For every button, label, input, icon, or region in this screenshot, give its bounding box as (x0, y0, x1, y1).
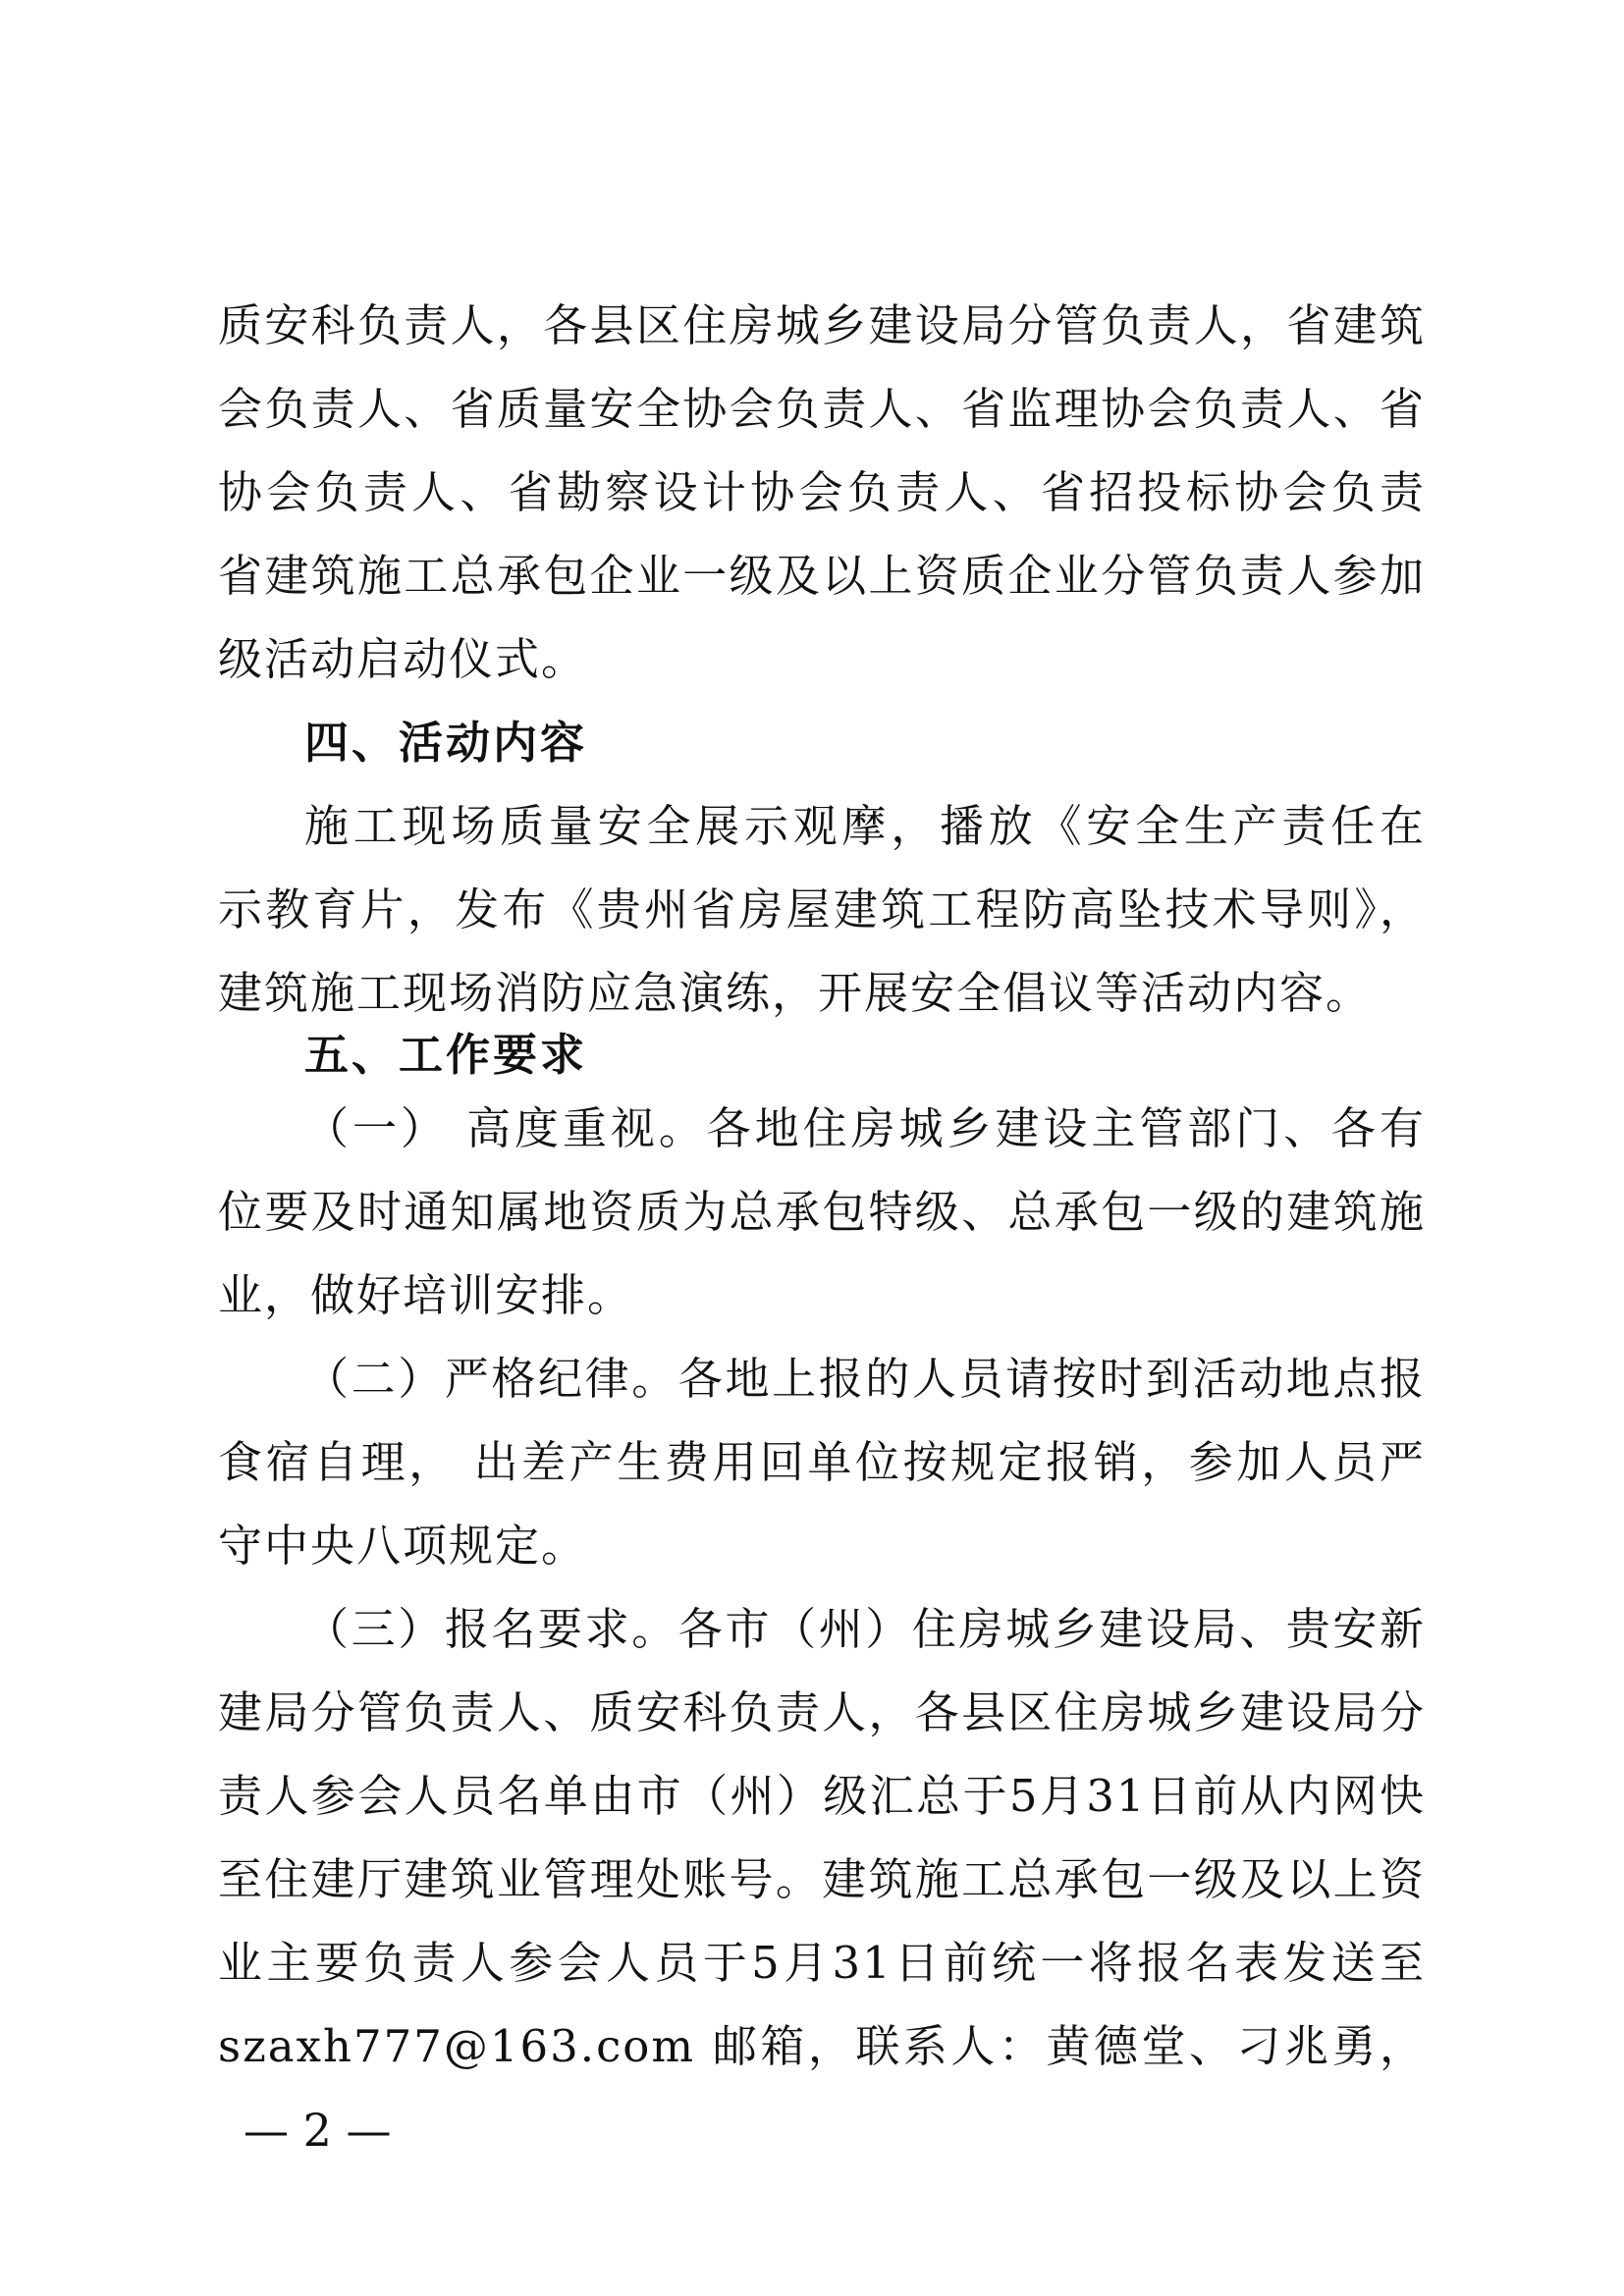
body-text-line: 建局分管负责人、质安科负责人，各县区住房城乡建设局分 (218, 1686, 1426, 1738)
body-text-line: 业，做好培训安排。 (218, 1269, 634, 1321)
section-heading: 五、工作要求 (304, 1029, 588, 1081)
paragraph-first-line: （一） 高度重视。各地住房城乡建设主管部门、各有 (304, 1102, 1426, 1154)
body-text-line: 质安科负责人，各县区住房城乡建设局分管负责人，省建筑 (218, 299, 1426, 351)
paragraph-first-line: （二）严格纪律。各地上报的人员请按时到活动地点报 (304, 1353, 1426, 1405)
body-text-line: szaxh777@163.com 邮箱，联系人：黄德堂、刁兆勇， (218, 2020, 1426, 2072)
body-text-line: 建筑施工现场消防应急演练，开展安全倡议等活动内容。 (218, 967, 1373, 1019)
body-text-line: 省建筑施工总承包企业一级及以上资质企业分管负责人参加 (218, 550, 1426, 602)
body-text-line: 位要及时通知属地资质为总承包特级、总承包一级的建筑施 (218, 1186, 1426, 1238)
body-text-line: 会负责人、省质量安全协会负责人、省监理协会负责人、省 (218, 383, 1426, 435)
paragraph-first-line: （三）报名要求。各市（州）住房城乡建设局、贵安新 (304, 1603, 1426, 1655)
body-text-line: 业主要负责人参会人员于5月31日前统一将报名表发送至 (218, 1937, 1426, 1989)
body-text-line: 责人参会人员名单由市（州）级汇总于5月31日前从内网快 (218, 1770, 1426, 1822)
section-heading: 四、活动内容 (304, 717, 588, 769)
page-number: — 2 — (244, 2104, 392, 2157)
body-text-line: 协会负责人、省勘察设计协会负责人、省招投标协会负责 (218, 466, 1426, 518)
body-text-line: 食宿自理， 出差产生费用回单位按规定报销，参加人员严 (218, 1436, 1426, 1488)
body-text-line: 守中央八项规定。 (218, 1520, 588, 1572)
body-text-line: 示教育片，发布《贵州省房屋建筑工程防高坠技术导则》， (218, 883, 1426, 935)
body-text-line: 级活动启动仪式。 (218, 633, 588, 685)
body-text-line: 至住建厅建筑业管理处账号。建筑施工总承包一级及以上资 (218, 1853, 1426, 1905)
paragraph-first-line: 施工现场质量安全展示观摩，播放《安全生产责任在 (304, 800, 1426, 852)
